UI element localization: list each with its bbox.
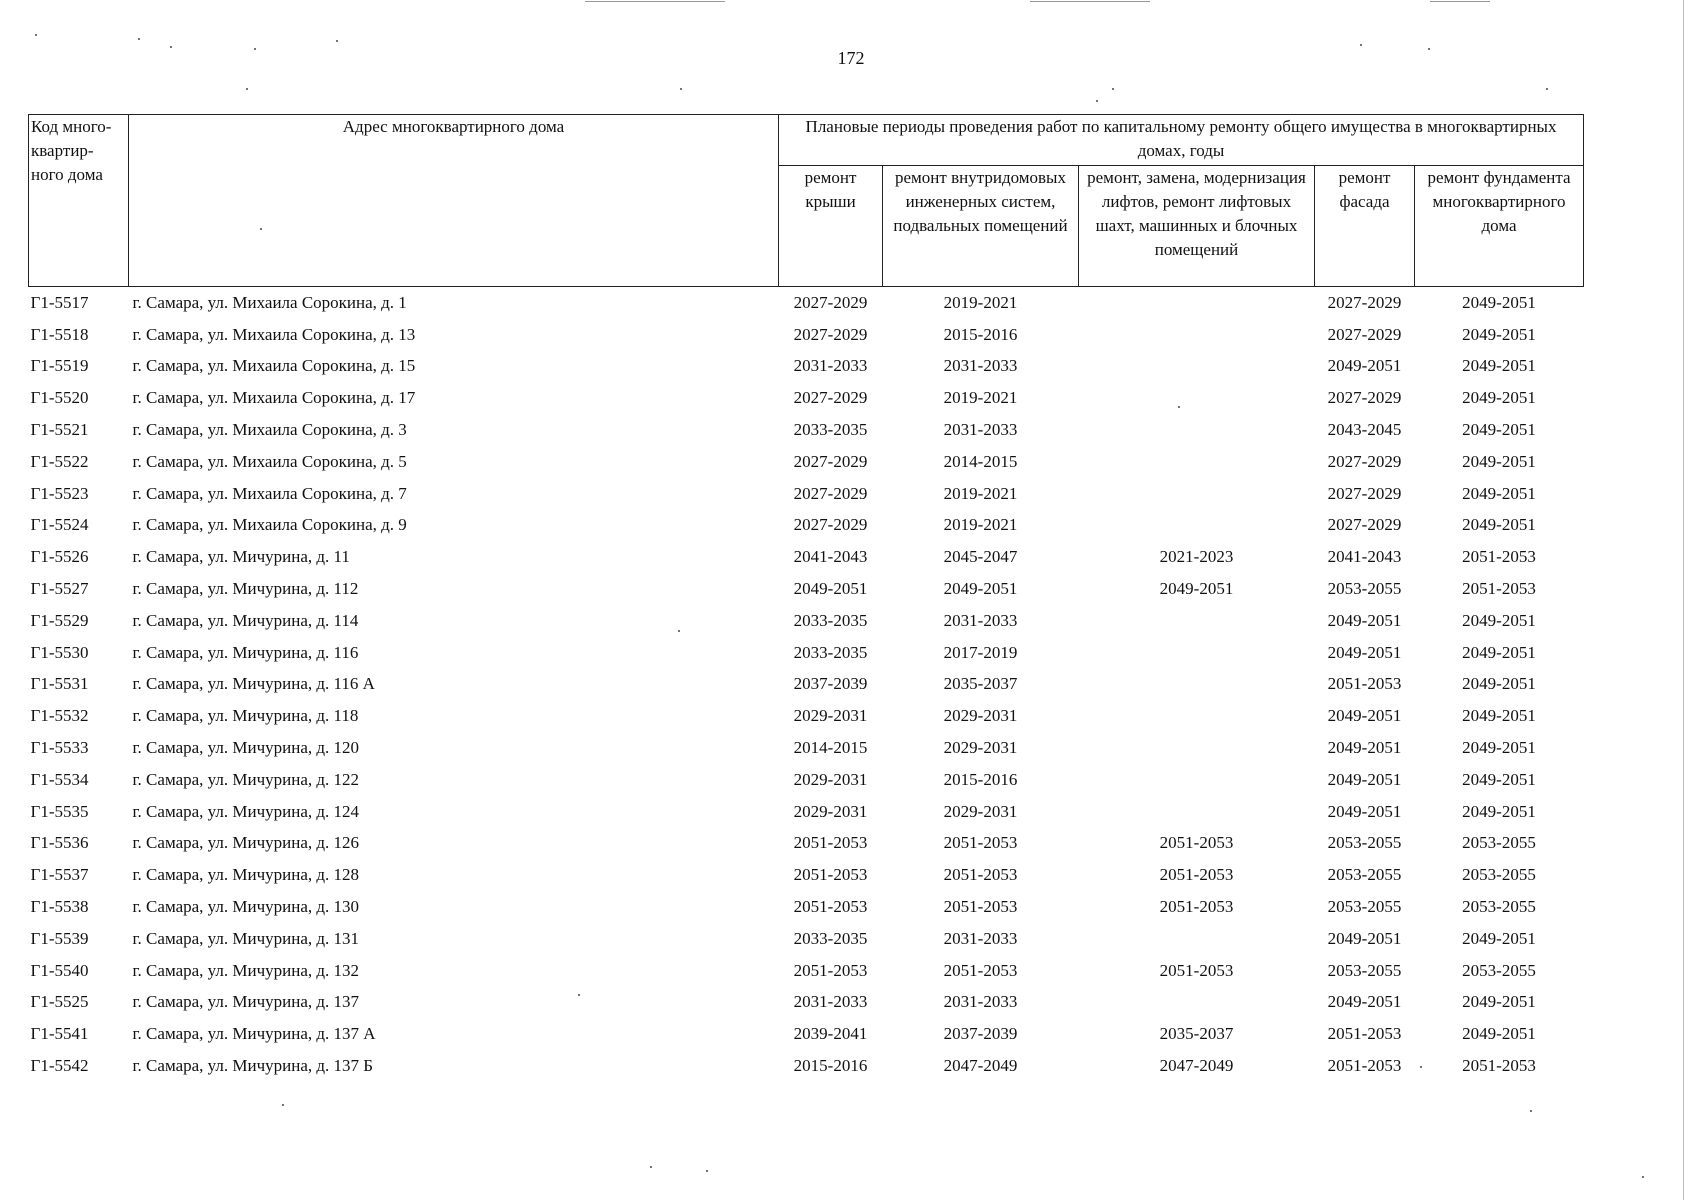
cell-roof: 2033-2035: [793, 420, 868, 440]
cell-systems: 2031-2033: [943, 420, 1018, 440]
cell-address: г. Самара, ул. Мичурина, д. 112: [132, 579, 359, 599]
cell-facade: 2053-2055: [1327, 833, 1402, 853]
table-row: [29, 859, 1584, 891]
cell-facade: 2049-2051: [1327, 738, 1402, 758]
cell-systems: 2015-2016: [943, 324, 1018, 344]
scan-artifact: [1430, 1, 1490, 2]
cell-code: Г1-5523: [30, 483, 89, 503]
header-elevators: ремонт, замена, модернизация лифтов, ремонт лифтовых шахт, машинных и блочных помещений: [1079, 166, 1315, 287]
cell-foundation: 2051-2053: [1462, 547, 1536, 567]
cell-foundation: 2053-2055: [1462, 865, 1536, 885]
cell-code: Г1-5530: [30, 642, 89, 662]
cell-foundation: 2049-2051: [1462, 388, 1536, 408]
cell-foundation: 2049-2051: [1462, 674, 1536, 694]
cell-facade: 2027-2029: [1327, 292, 1402, 312]
cell-roof: 2027-2029: [793, 388, 868, 408]
table-row: [29, 414, 1584, 446]
table-row: [29, 923, 1584, 955]
cell-elevators: 2051-2053: [1159, 865, 1234, 885]
cell-code: Г1-5517: [30, 292, 89, 312]
cell-systems: 2014-2015: [943, 451, 1018, 471]
header-address: Адрес многоквартирного дома: [129, 115, 779, 287]
cell-code: Г1-5541: [30, 1024, 89, 1044]
cell-code: Г1-5536: [30, 833, 89, 853]
scan-speck: [1642, 1176, 1644, 1178]
cell-roof: 2027-2029: [793, 515, 868, 535]
scan-speck: [706, 1170, 708, 1172]
cell-systems: 2031-2033: [943, 356, 1018, 376]
table-row: [29, 828, 1584, 860]
cell-code: Г1-5524: [30, 515, 89, 535]
cell-elevators: [1079, 414, 1315, 446]
cell-code: Г1-5532: [30, 706, 89, 726]
cell-systems: 2051-2053: [943, 865, 1018, 885]
cell-roof: 2027-2029: [793, 324, 868, 344]
cell-roof: 2027-2029: [793, 483, 868, 503]
cell-roof: 2033-2035: [793, 610, 868, 630]
cell-facade: 2053-2055: [1327, 579, 1402, 599]
cell-address: г. Самара, ул. Мичурина, д. 137: [132, 992, 360, 1012]
cell-address: г. Самара, ул. Михаила Сорокина, д. 3: [132, 420, 407, 440]
scan-speck: [282, 1104, 284, 1106]
table-row: [29, 1018, 1584, 1050]
cell-code: Г1-5531: [30, 674, 89, 694]
cell-roof: 2027-2029: [793, 451, 868, 471]
cell-code: Г1-5519: [30, 356, 89, 376]
cell-foundation: 2051-2053: [1462, 1056, 1536, 1076]
cell-address: г. Самара, ул. Мичурина, д. 132: [132, 960, 360, 980]
scan-speck: [246, 88, 248, 90]
scan-speck: [1096, 100, 1098, 102]
table-row: [29, 382, 1584, 414]
cell-roof: 2049-2051: [793, 579, 868, 599]
cell-systems: 2045-2047: [943, 547, 1018, 567]
cell-facade: 2051-2053: [1327, 1056, 1402, 1076]
cell-code: Г1-5525: [30, 992, 89, 1012]
cell-address: г. Самара, ул. Мичурина, д. 130: [132, 897, 360, 917]
cell-roof: 2033-2035: [793, 642, 868, 662]
cell-systems: 2019-2021: [943, 515, 1018, 535]
cell-code: Г1-5518: [30, 324, 89, 344]
cell-facade: 2027-2029: [1327, 483, 1402, 503]
cell-roof: 2031-2033: [793, 356, 868, 376]
table-row: [29, 796, 1584, 828]
cell-foundation: 2049-2051: [1462, 420, 1536, 440]
table-row: [29, 605, 1584, 637]
table-row: [29, 987, 1584, 1019]
cell-elevators: 2051-2053: [1159, 833, 1234, 853]
table-row: [29, 287, 1584, 319]
cell-facade: 2051-2053: [1327, 674, 1402, 694]
cell-roof: 2015-2016: [793, 1056, 868, 1076]
cell-systems: 2031-2033: [943, 610, 1018, 630]
cell-systems: 2047-2049: [943, 1056, 1018, 1076]
cell-facade: 2049-2051: [1327, 610, 1402, 630]
cell-systems: 2017-2019: [943, 642, 1018, 662]
header-systems: ремонт внутридомовых инженерных систем, подвальных помещений: [883, 166, 1079, 287]
header-code: Код много-квартир-ного дома: [29, 115, 129, 287]
table-body: [29, 287, 1584, 1082]
table-row: [29, 700, 1584, 732]
cell-systems: 2051-2053: [943, 960, 1018, 980]
cell-elevators: [1079, 382, 1315, 414]
scan-speck: [1428, 48, 1430, 50]
cell-code: Г1-5534: [30, 769, 89, 789]
cell-roof: 2051-2053: [793, 865, 868, 885]
scan-speck: [170, 46, 172, 48]
cell-address: г. Самара, ул. Мичурина, д. 118: [132, 706, 359, 726]
header-row-top: [29, 115, 1584, 166]
cell-foundation: 2049-2051: [1462, 706, 1536, 726]
cell-systems: 2029-2031: [943, 738, 1018, 758]
cell-elevators: [1079, 796, 1315, 828]
cell-roof: 2051-2053: [793, 833, 868, 853]
table-row: [29, 478, 1584, 510]
header-foundation: ремонт фундамента многоквартирного дома: [1415, 166, 1584, 287]
cell-elevators: [1079, 446, 1315, 478]
cell-address: г. Самара, ул. Мичурина, д. 114: [132, 610, 359, 630]
cell-systems: 2015-2016: [943, 769, 1018, 789]
cell-systems: 2019-2021: [943, 292, 1018, 312]
table-row: [29, 319, 1584, 351]
cell-address: г. Самара, ул. Мичурина, д. 120: [132, 738, 360, 758]
cell-systems: 2037-2039: [943, 1024, 1018, 1044]
cell-facade: 2049-2051: [1327, 642, 1402, 662]
repair-plan-table: [28, 114, 1584, 1082]
table-row: [29, 351, 1584, 383]
cell-code: Г1-5526: [30, 547, 89, 567]
cell-facade: 2027-2029: [1327, 451, 1402, 471]
cell-roof: 2051-2053: [793, 960, 868, 980]
cell-address: г. Самара, ул. Мичурина, д. 126: [132, 833, 360, 853]
cell-code: Г1-5521: [30, 420, 89, 440]
cell-roof: 2029-2031: [793, 769, 868, 789]
table-row: [29, 541, 1584, 573]
table-row: [29, 669, 1584, 701]
repair-plan-table-wrapper: [28, 114, 1583, 1082]
cell-address: г. Самара, ул. Михаила Сорокина, д. 9: [132, 515, 407, 535]
cell-address: г. Самара, ул. Мичурина, д. 137 А: [132, 1024, 376, 1044]
scan-speck: [1420, 1066, 1422, 1068]
cell-address: г. Самара, ул. Мичурина, д. 128: [132, 865, 360, 885]
cell-systems: 2031-2033: [943, 928, 1018, 948]
cell-roof: 2051-2053: [793, 897, 868, 917]
cell-foundation: 2053-2055: [1462, 833, 1536, 853]
cell-address: г. Самара, ул. Михаила Сорокина, д. 15: [132, 356, 416, 376]
cell-systems: 2029-2031: [943, 801, 1018, 821]
cell-foundation: 2049-2051: [1462, 801, 1536, 821]
cell-foundation: 2053-2055: [1462, 960, 1536, 980]
page-number: 172: [837, 48, 865, 68]
cell-address: г. Самара, ул. Михаила Сорокина, д. 5: [132, 451, 407, 471]
cell-elevators: [1079, 669, 1315, 701]
scan-speck: [254, 48, 256, 50]
cell-facade: 2027-2029: [1327, 515, 1402, 535]
cell-elevators: 2047-2049: [1159, 1056, 1234, 1076]
cell-address: г. Самара, ул. Мичурина, д. 116 А: [132, 674, 375, 694]
cell-systems: 2019-2021: [943, 388, 1018, 408]
scan-speck: [1360, 44, 1362, 46]
cell-code: Г1-5533: [30, 738, 89, 758]
cell-systems: 2031-2033: [943, 992, 1018, 1012]
table-row: [29, 955, 1584, 987]
scan-speck: [678, 630, 680, 632]
cell-facade: 2043-2045: [1327, 420, 1402, 440]
cell-address: г. Самара, ул. Мичурина, д. 131: [132, 928, 360, 948]
cell-roof: 2029-2031: [793, 706, 868, 726]
cell-foundation: 2049-2051: [1462, 292, 1536, 312]
cell-facade: 2049-2051: [1327, 706, 1402, 726]
cell-systems: 2049-2051: [943, 579, 1018, 599]
cell-code: Г1-5527: [30, 579, 89, 599]
table-row: [29, 510, 1584, 542]
cell-roof: 2014-2015: [793, 738, 868, 758]
cell-foundation: 2051-2053: [1462, 579, 1536, 599]
table-row: [29, 1050, 1584, 1082]
cell-address: г. Самара, ул. Михаила Сорокина, д. 7: [132, 483, 407, 503]
scan-speck: [578, 994, 580, 996]
cell-address: г. Самара, ул. Михаила Сорокина, д. 17: [132, 388, 416, 408]
cell-code: Г1-5540: [30, 960, 89, 980]
cell-elevators: 2051-2053: [1159, 960, 1234, 980]
cell-facade: 2027-2029: [1327, 324, 1402, 344]
table-header: [29, 115, 1584, 287]
cell-systems: 2051-2053: [943, 833, 1018, 853]
cell-facade: 2053-2055: [1327, 897, 1402, 917]
cell-code: Г1-5522: [30, 451, 89, 471]
header-facade: ремонт фасада: [1315, 166, 1415, 287]
table-row: [29, 732, 1584, 764]
cell-elevators: 2035-2037: [1159, 1024, 1234, 1044]
cell-foundation: 2049-2051: [1462, 738, 1536, 758]
cell-code: Г1-5538: [30, 897, 89, 917]
scan-speck: [260, 228, 262, 230]
cell-elevators: 2049-2051: [1159, 579, 1234, 599]
table-row: [29, 573, 1584, 605]
cell-address: г. Самара, ул. Михаила Сорокина, д. 13: [132, 324, 416, 344]
cell-address: г. Самара, ул. Мичурина, д. 11: [132, 547, 350, 567]
cell-facade: 2027-2029: [1327, 388, 1402, 408]
cell-facade: 2049-2051: [1327, 928, 1402, 948]
cell-elevators: [1079, 605, 1315, 637]
header-roof: ремонт крыши: [779, 166, 883, 287]
cell-code: Г1-5529: [30, 610, 89, 630]
cell-facade: 2053-2055: [1327, 865, 1402, 885]
scan-speck: [680, 88, 682, 90]
scan-speck: [336, 40, 338, 42]
cell-elevators: [1079, 732, 1315, 764]
cell-systems: 2035-2037: [943, 674, 1018, 694]
cell-elevators: [1079, 351, 1315, 383]
cell-elevators: [1079, 987, 1315, 1019]
scan-artifact: [1030, 1, 1150, 2]
cell-foundation: 2049-2051: [1462, 483, 1536, 503]
cell-foundation: 2049-2051: [1462, 1024, 1536, 1044]
cell-elevators: [1079, 923, 1315, 955]
cell-roof: 2031-2033: [793, 992, 868, 1012]
cell-elevators: [1079, 637, 1315, 669]
scan-speck: [1530, 1110, 1532, 1112]
cell-address: г. Самара, ул. Михаила Сорокина, д. 1: [132, 292, 407, 312]
cell-facade: 2049-2051: [1327, 356, 1402, 376]
cell-roof: 2027-2029: [793, 292, 868, 312]
cell-code: Г1-5520: [30, 388, 89, 408]
cell-roof: 2041-2043: [793, 547, 868, 567]
cell-facade: 2053-2055: [1327, 960, 1402, 980]
cell-elevators: [1079, 700, 1315, 732]
cell-elevators: 2021-2023: [1159, 547, 1234, 567]
cell-foundation: 2049-2051: [1462, 451, 1536, 471]
cell-foundation: 2049-2051: [1462, 610, 1536, 630]
scan-speck: [650, 1166, 652, 1168]
scan-speck: [138, 38, 140, 40]
scan-speck: [35, 34, 37, 36]
table-row: [29, 637, 1584, 669]
cell-roof: 2033-2035: [793, 928, 868, 948]
cell-systems: 2029-2031: [943, 706, 1018, 726]
cell-roof: 2037-2039: [793, 674, 868, 694]
cell-systems: 2051-2053: [943, 897, 1018, 917]
table-row: [29, 446, 1584, 478]
cell-address: г. Самара, ул. Мичурина, д. 116: [132, 642, 359, 662]
cell-foundation: 2049-2051: [1462, 992, 1536, 1012]
cell-foundation: 2049-2051: [1462, 642, 1536, 662]
table-row: [29, 764, 1584, 796]
cell-foundation: 2049-2051: [1462, 324, 1536, 344]
table-row: [29, 891, 1584, 923]
cell-address: г. Самара, ул. Мичурина, д. 122: [132, 769, 360, 789]
cell-code: Г1-5539: [30, 928, 89, 948]
cell-facade: 2049-2051: [1327, 769, 1402, 789]
cell-address: г. Самара, ул. Мичурина, д. 137 Б: [132, 1056, 374, 1076]
cell-code: Г1-5542: [30, 1056, 89, 1076]
cell-elevators: [1079, 510, 1315, 542]
scan-artifact: [585, 1, 725, 2]
cell-code: Г1-5535: [30, 801, 89, 821]
cell-foundation: 2049-2051: [1462, 515, 1536, 535]
cell-systems: 2019-2021: [943, 483, 1018, 503]
cell-foundation: 2049-2051: [1462, 928, 1536, 948]
cell-elevators: [1079, 319, 1315, 351]
cell-address: г. Самара, ул. Мичурина, д. 124: [132, 801, 360, 821]
cell-facade: 2051-2053: [1327, 1024, 1402, 1044]
cell-elevators: [1079, 478, 1315, 510]
cell-code: Г1-5537: [30, 865, 89, 885]
header-periods-group: Плановые периоды проведения работ по капитальному ремонту общего имущества в многоквартирных домах, годы: [779, 115, 1584, 166]
cell-roof: 2029-2031: [793, 801, 868, 821]
cell-elevators: [1079, 287, 1315, 319]
cell-facade: 2049-2051: [1327, 992, 1402, 1012]
scan-speck: [1178, 406, 1180, 408]
cell-facade: 2049-2051: [1327, 801, 1402, 821]
cell-roof: 2039-2041: [793, 1024, 868, 1044]
cell-elevators: 2051-2053: [1159, 897, 1234, 917]
cell-elevators: [1079, 764, 1315, 796]
scan-speck: [1112, 88, 1114, 90]
cell-foundation: 2049-2051: [1462, 356, 1536, 376]
cell-foundation: 2053-2055: [1462, 897, 1536, 917]
scan-edge: [1683, 0, 1684, 1200]
scan-speck: [1546, 88, 1548, 90]
cell-foundation: 2049-2051: [1462, 769, 1536, 789]
cell-facade: 2041-2043: [1327, 547, 1402, 567]
